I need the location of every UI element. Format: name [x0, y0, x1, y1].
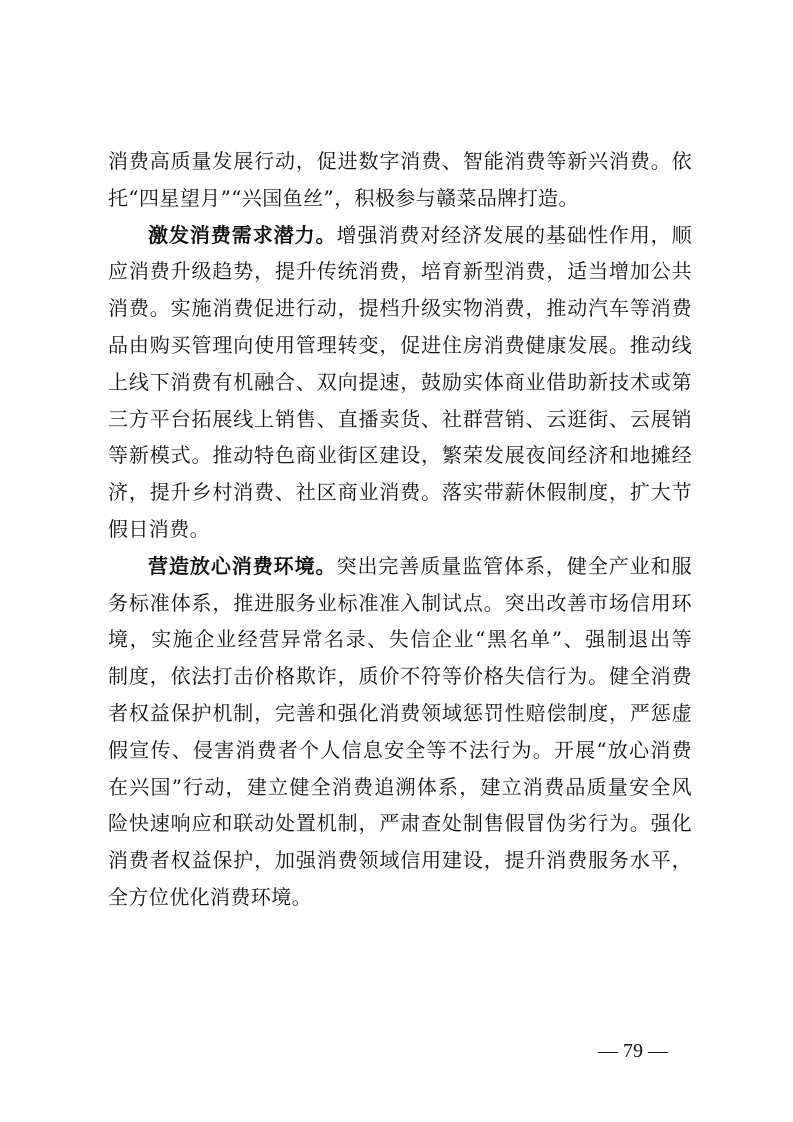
text-line: 消费高质量发展行动，促进数字消费、智能消费等新兴消费。依 — [108, 149, 692, 173]
text-line: 全方位优化消费环境。 — [108, 884, 312, 909]
text-line: 假宣传、侵害消费者个人信息安全等不法行为。开展“放心消费 — [108, 737, 692, 762]
paragraph-heading: 激发消费需求潜力。 — [148, 222, 337, 247]
text-line: 制度，依法打击价格欺诈，质价不符等价格失信行为。健全消费 — [108, 664, 692, 689]
paragraph-first-line — [108, 548, 692, 585]
text-run: 突出完善质量监管体系，健全产业和服 — [336, 553, 692, 578]
text-line: 境，实施企业经营异常名录、失信企业“黑名单”、强制退出等 — [108, 627, 692, 652]
paragraph-heading: 营造放心消费环境。 — [148, 553, 337, 578]
text-line: 济，提升乡村消费、社区商业消费。落实带薪休假制度，扩大节 — [108, 480, 692, 505]
text-line: 托“四星望月”“兴国鱼丝”，积极参与赣菜品牌打造。 — [108, 185, 579, 210]
text-line: 假日消费。 — [108, 516, 210, 541]
paragraph-first-line — [108, 217, 692, 254]
document-body — [108, 143, 692, 916]
text-line: 险快速响应和联动处置机制，严肃查处制售假冒伪劣行为。强化 — [108, 811, 692, 836]
text-line: 务标准体系，推进服务业标准准入制试点。突出改善市场信用环 — [108, 590, 692, 615]
text-line: 应消费升级趋势，提升传统消费，培育新型消费，适当增加公共 — [108, 259, 692, 284]
text-line: 消费。实施消费促进行动，提档升级实物消费，推动汽车等消费 — [108, 296, 692, 321]
text-line: 等新模式。推动特色商业街区建设，繁荣发展夜间经济和地摊经 — [108, 443, 692, 468]
text-line: 品由购买管理向使用管理转变，促进住房消费健康发展。推动线 — [108, 332, 692, 357]
text-line: 三方平台拓展线上销售、直播卖货、社群营销、云逛街、云展销 — [108, 406, 692, 431]
text-line: 者权益保护机制，完善和强化消费领域惩罚性赔偿制度，严惩虚 — [108, 700, 692, 725]
text-line: 消费者权益保护，加强消费领域信用建设，提升消费服务水平， — [108, 848, 692, 873]
text-line: 在兴国”行动，建立健全消费追溯体系，建立消费品质量安全风 — [108, 774, 692, 799]
text-line: 上线下消费有机融合、双向提速，鼓励实体商业借助新技术或第 — [108, 369, 692, 394]
text-run: 增强消费对经济发展的基础性作用，顺 — [336, 222, 692, 247]
page-number: — 79 — — [598, 1040, 668, 1062]
